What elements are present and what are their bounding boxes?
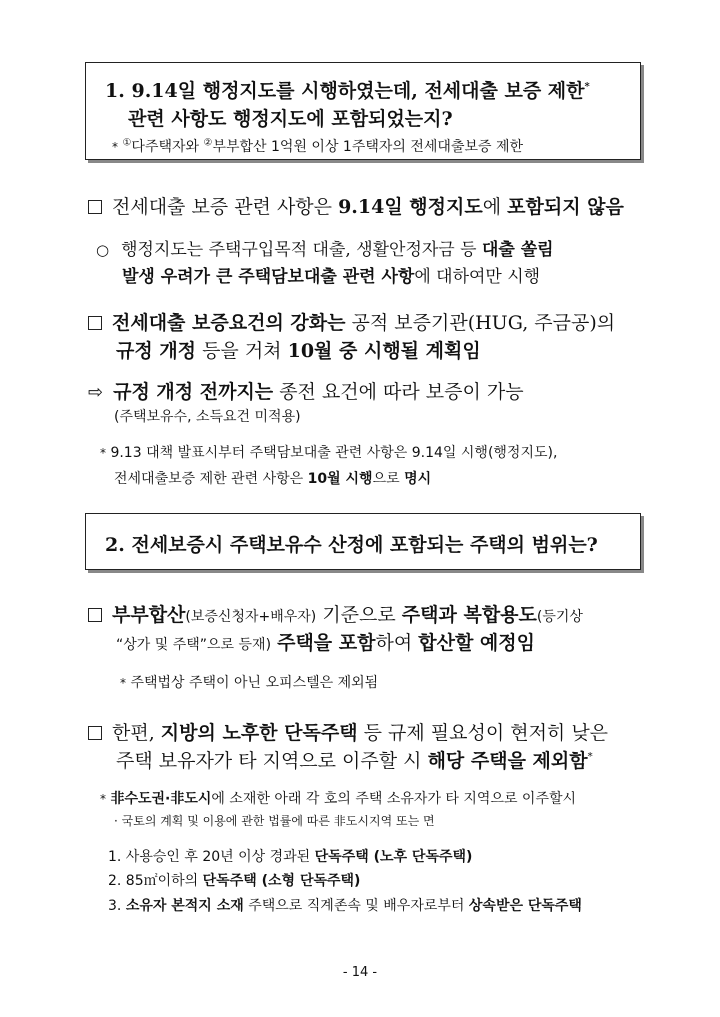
answer-2-paragraph-2: 한편, 지방의 노후한 단독주택 등 규제 필요성이 현저히 낮은 (88, 718, 608, 745)
question-2-line (105, 530, 598, 557)
answer-1-note-line-1: * 9.13 대책 발표시부터 주택담보대출 관련 사항은 9.14일 시행(행정지도), (100, 445, 558, 461)
question-2-text: 전세보증시 주택보유수 산정에 포함되는 주택의 범위는? (131, 534, 598, 556)
question-1-line-1 (105, 76, 590, 103)
answer-1-paragraph-1: 전세대출 보증 관련 사항은 9.14일 행정지도에 포함되지 않음 (88, 192, 624, 219)
answer-1-note-line-2: 전세대출보증 제한 관련 사항은 10월 시행으로 명시 (114, 471, 432, 487)
answer-2-paragraph-1: 부부합산(보증신청자+배우자) 기준으로 주택과 복합용도(등기상 (88, 600, 583, 627)
answer-1-paragraph-2: 전세대출 보증요건의 강화는 공적 보증기관(HUG, 주금공)의 (88, 308, 615, 335)
answer-1-arrow-line: ⇨ 규정 개정 전까지는 종전 요건에 따라 보증이 가능 (88, 381, 524, 403)
hollow-arrow-icon: ⇨ (88, 382, 104, 403)
answer-1-paragraph-2-line-2: 규정 개정 등을 거쳐 10월 중 시행될 계획임 (116, 340, 481, 362)
question-1-text: 9.14일 행정지도를 시행하였는데, 전세대출 보증 제한 (131, 80, 585, 102)
circle-bullet-icon: ○ (96, 241, 110, 259)
question-1-sup: * (584, 81, 590, 93)
answer-1-sub-1-line-2: 발생 우려가 큰 주택담보대출 관련 사항에 대하여만 시행 (122, 267, 541, 287)
answer-2-list-item-3: 3. 소유자 본적지 소재 주택으로 직계존속 및 배우자로부터 상속받은 단독주택 (108, 898, 582, 914)
question-2-number: 2. (105, 534, 125, 556)
answer-2-note-sub: · 국토의 계획 및 이용에 관한 법률에 따른 非도시지역 또는 면 (114, 814, 435, 828)
answer-2-paragraph-1-note: * 주택법상 주택이 아닌 오피스텔은 제외됨 (120, 675, 379, 691)
question-1-line-2: 관련 사항도 행정지도에 포함되었는지? (128, 108, 453, 130)
answer-1-sub-1: ○ 행정지도는 주택구입목적 대출, 생활안정자금 등 대출 쏠림 (96, 240, 554, 260)
checkbox-square-icon (88, 726, 102, 740)
answer-2-list-item-2: 2. 85㎡이하의 단독주택 (소형 단독주택) (108, 873, 361, 889)
page-number: - 14 - (342, 965, 378, 980)
answer-2-paragraph-2-line-2: 주택 보유자가 타 지역으로 이주할 시 해당 주택을 제외함* (116, 750, 593, 772)
checkbox-square-icon (88, 200, 102, 214)
answer-2-list-item-1: 1. 사용승인 후 20년 이상 경과된 단독주택 (노후 단독주택) (108, 849, 473, 865)
question-1-number: 1. (105, 80, 125, 102)
question-1-note: * ①다주택자와 ②부부합산 1억원 이상 1주택자의 전세대출보증 제한 (112, 137, 524, 155)
answer-1-arrow-sub: (주택보유수, 소득요건 미적용) (114, 409, 301, 425)
answer-2-note: * 非수도권·非도시에 소재한 아래 각 호의 주택 소유자가 타 지역으로 이주할시 (100, 791, 577, 807)
checkbox-square-icon (88, 608, 102, 622)
answer-2-paragraph-1-line-2: “상가 및 주택”으로 등재) 주택을 포함하여 합산할 예정임 (116, 632, 535, 654)
checkbox-square-icon (88, 316, 102, 330)
